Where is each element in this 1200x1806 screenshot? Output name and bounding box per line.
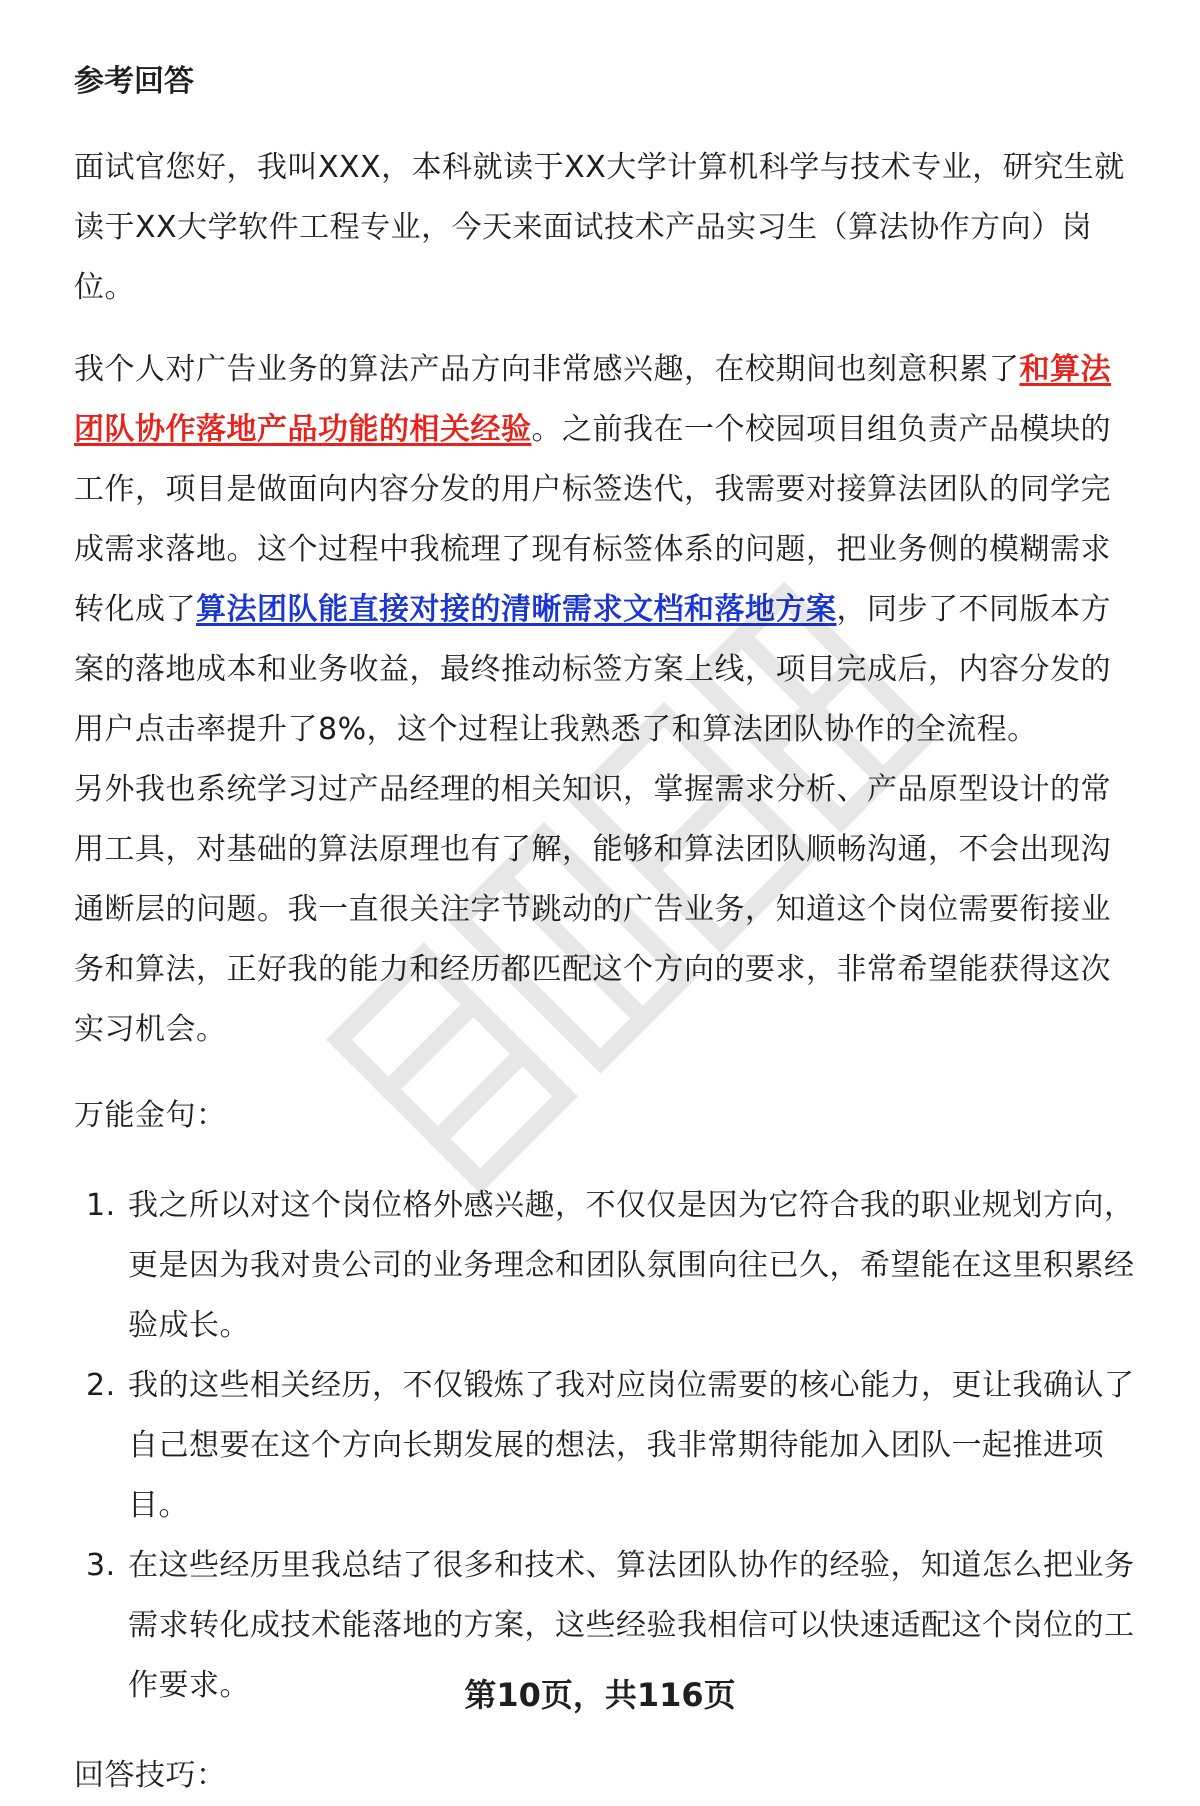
list-item-text: 我的这些相关经历，不仅锻炼了我对应岗位需要的核心能力，更让我确认了自己想要在这个方向长期发展的想法，我非常期待能加入团队一起推进项目。	[128, 1368, 1135, 1523]
intro-paragraph: 面试官您好，我叫XXX，本科就读于XX大学计算机科学与技术专业，研究生就读于XX大学软件工程专业，今天来面试技术产品实习生（算法协作方向）岗位。	[74, 150, 1125, 305]
highlight-blue-text: 算法团队能直接对接的清晰需求文档和落地方案	[196, 592, 837, 627]
list-item-text: 在这些经历里我总结了很多和技术、算法团队协作的经验，知道怎么把业务需求转化成技术能落地的方案，这些经验我相信可以快速适配这个岗位的工作要求。	[128, 1548, 1135, 1703]
section-heading: 参考回答	[74, 64, 194, 99]
golden-phrases-label: 万能金句：	[74, 1098, 227, 1133]
list-item-number: 1.	[86, 1188, 116, 1223]
experience-text-1: 我个人对广告业务的算法产品方向非常感兴趣，在校期间也刻意积累了	[74, 352, 1020, 387]
golden-phrases-list	[74, 1176, 1140, 1716]
list-item	[74, 1176, 1140, 1356]
tips-label: 回答技巧：	[74, 1758, 227, 1793]
list-item-number: 2.	[86, 1368, 116, 1403]
experience-text-2: 。之前我在一个校园项目组负责产品模块的工作，项目是做面向内容分发的用户标签迭代，我需要对接算法团队的同学完成需求落地。这个过程中我梳理了现有标签体系的问题，把业务侧的模糊需求转化成了	[74, 412, 1111, 627]
highlight-red-text: 和算法团队协作落地产品功能的相关经验	[74, 352, 1111, 447]
list-item-text: 我之所以对这个岗位格外感兴趣，不仅仅是因为它符合我的职业规划方向，更是因为我对贵公司的业务理念和团队氛围向往已久，希望能在这里积累经验成长。	[128, 1188, 1135, 1343]
page-number-footer: 第10页，共116页	[464, 1676, 736, 1714]
experience-text-3: ，同步了不同版本方案的落地成本和业务收益，最终推动标签方案上线，项目完成后，内容分发的用户点击率提升了8%，这个过程让我熟悉了和算法团队协作的全流程。	[74, 592, 1111, 747]
skills-paragraph: 另外我也系统学习过产品经理的相关知识，掌握需求分析、产品原型设计的常用工具，对基础的算法原理也有了解，能够和算法团队顺畅沟通，不会出现沟通断层的问题。我一直很关注字节跳动的广告业务，知道这个岗位需要衔接业务和算法，正好我的能力和经历都匹配这个方向的要求，非常希望能获得这次实习机会。	[74, 772, 1111, 1047]
list-item	[74, 1356, 1140, 1536]
experience-paragraph	[74, 340, 1140, 760]
list-item-number: 3.	[86, 1548, 116, 1583]
